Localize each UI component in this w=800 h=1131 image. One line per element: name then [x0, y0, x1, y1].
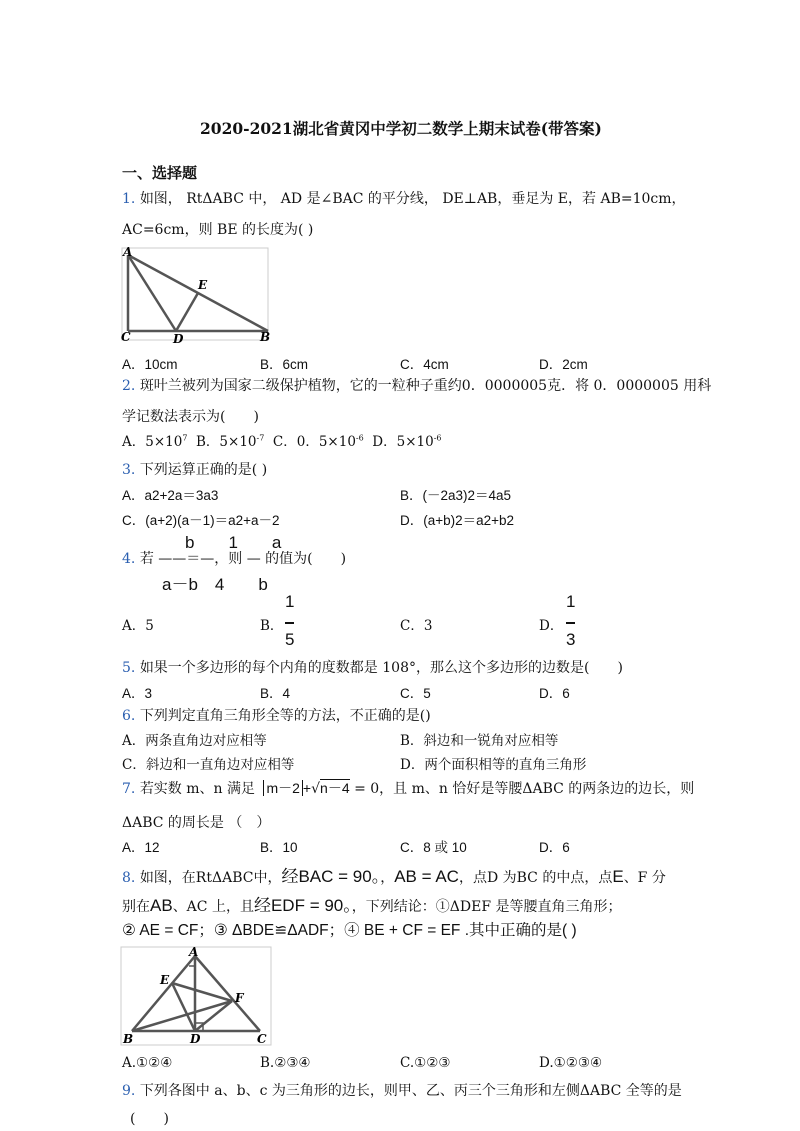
option-a[interactable] [122, 434, 187, 450]
option-d[interactable]: D．两个面积相等的直角三角形 [400, 757, 587, 773]
option-b[interactable]: B．斜边和一锐角对应相等 [400, 733, 559, 749]
question-number: 3. [122, 462, 136, 478]
option-a[interactable]: A．3 [122, 686, 153, 701]
label-f: F [235, 991, 244, 1005]
option-a[interactable]: A．a2+2a＝3a3 [122, 488, 219, 503]
question-text: 下列各图中 a、b、c 为三角形的边长，则甲、乙、丙三个三角形和左侧ΔABC 全等的是 [139, 1083, 682, 1099]
option-d-label[interactable]: D． [539, 618, 564, 634]
radicand: n－4 [320, 780, 350, 796]
question-text: 斑叶兰被列为国家二级保护植物，它的一粒种子重约0．0000005克．将 0．0000005 用科 [139, 378, 712, 394]
math-angle-edf: 经EDF = 90。 [253, 896, 352, 915]
option-c[interactable]: C．(a+2)(a－1)＝a2+a－2 [122, 513, 280, 528]
triangle-figure-8 [120, 946, 272, 1046]
math-angle-bac: 经BAC = 90。 [281, 867, 381, 886]
perpendicular-de [176, 293, 198, 331]
absolute-value: m－2 [263, 780, 302, 796]
option-a[interactable]: A.①②④ [122, 1055, 173, 1071]
option-d[interactable] [372, 434, 441, 450]
option-d[interactable]: D．2cm [539, 357, 588, 372]
option-d-numerator: 1 [566, 592, 576, 611]
option-b[interactable]: B．10 [260, 840, 298, 855]
label-b: B [123, 1032, 134, 1046]
segment-ef [172, 983, 232, 1001]
option-d-denominator: 3 [566, 630, 576, 649]
option-c[interactable]: C．5 [400, 686, 431, 701]
label-d: D [190, 1032, 201, 1046]
page-title: 2020-2021湖北省黄冈中学初二数学上期末试卷(带答案) [200, 119, 602, 138]
option-text: B．5×10 [196, 434, 257, 450]
exponent: -6 [355, 433, 364, 443]
comma: ， [380, 870, 395, 886]
question-text-continued: = 0，且 m、n 恰好是等腰ΔABC 的两条边的边长，则 [354, 781, 695, 797]
label-e: E [198, 278, 208, 292]
question-1 [122, 188, 686, 208]
option-c[interactable]: C．3 [400, 618, 433, 634]
fraction-bar [285, 622, 294, 624]
question-number: 1. [122, 191, 136, 207]
option-a[interactable]: A．两条直角边对应相等 [122, 733, 267, 749]
question-6 [122, 705, 431, 725]
segment-ed [172, 983, 195, 1031]
question-text: 、F 分 [623, 870, 666, 886]
option-text: C．0．5×10 [272, 434, 356, 450]
question-number: 5. [122, 660, 136, 676]
option-a[interactable]: A．12 [122, 840, 160, 855]
option-d[interactable]: D．(a+b)2＝a2+b2 [400, 513, 515, 528]
section-heading: 一、选择题 [122, 164, 198, 182]
question-8 [122, 862, 666, 887]
option-text: A．5×10 [122, 434, 183, 450]
question-text: 如图，在RtΔABC中， [139, 870, 282, 886]
option-b-denominator: 5 [285, 630, 295, 649]
option-a[interactable]: A．10cm [122, 357, 178, 372]
option-b[interactable]: B．4 [260, 686, 291, 701]
question-5 [122, 657, 623, 677]
option-b-label[interactable]: B． [260, 618, 284, 634]
option-d[interactable]: D．6 [539, 686, 570, 701]
question-text: 若 ——＝—，则 — 的值为( ) [139, 551, 347, 567]
question-number: 4. [122, 551, 136, 567]
option-text: D．5×10 [372, 434, 434, 450]
label-d: D [173, 332, 184, 346]
question-text: 下列运算正确的是( ) [139, 462, 268, 478]
option-c[interactable]: C．4cm [400, 357, 449, 372]
label-c: C [257, 1032, 267, 1046]
question-text: ，点D 为BC 的中点，点 [458, 870, 613, 886]
question-8-line-2 [122, 891, 621, 916]
option-c[interactable]: C.①②③ [400, 1055, 451, 1071]
question-9-line-2: ( ) [130, 1111, 169, 1127]
question-number: 6. [122, 708, 136, 724]
fraction-numerators: b 1 a [185, 533, 282, 552]
question-text: 如果一个多边形的每个内角的度数都是 108°，那么这个多边形的边数是( ) [139, 660, 623, 676]
question-number: 8. [122, 870, 136, 886]
exponent: -7 [256, 433, 265, 443]
question-text: 别在 [122, 899, 150, 915]
question-text: 若实数 m、n 满足 [139, 781, 256, 797]
question-7 [122, 778, 694, 798]
question-text: 、AC 上，且 [172, 899, 254, 915]
option-c[interactable]: C．斜边和一直角边对应相等 [122, 757, 295, 773]
question-text: 如图， RtΔABC 中， AD 是∠BAC 的平分线， DE⊥AB，垂足为 E，若 AB=10cm， [139, 191, 686, 207]
exponent: -6 [433, 433, 442, 443]
fraction-bar [566, 622, 575, 624]
question-4 [122, 548, 346, 568]
math-e: E [612, 867, 624, 886]
question-2-line-2: 学记数法表示为( ) [122, 409, 259, 425]
option-d[interactable]: D．6 [539, 840, 570, 855]
label-c: C [121, 330, 131, 344]
question-number: 9. [122, 1083, 136, 1099]
question-1-line-2: AC=6cm，则 BE 的长度为( ) [122, 222, 314, 238]
question-9 [122, 1080, 682, 1100]
option-b[interactable]: B．(－2a3)2＝4a5 [400, 488, 512, 503]
question-2-options [122, 430, 442, 450]
math-ab-eq-ac: AB = AC [394, 867, 459, 886]
math-ab: AB [150, 896, 173, 915]
option-b-numerator: 1 [285, 592, 295, 611]
label-e: E [160, 973, 170, 987]
sqrt-icon: √ [311, 781, 321, 797]
question-2 [122, 375, 711, 395]
option-b[interactable]: B.②③④ [260, 1055, 311, 1071]
option-c[interactable] [273, 434, 364, 450]
question-number: 2. [122, 378, 136, 394]
option-a[interactable]: A．5 [122, 618, 154, 634]
option-c[interactable]: C．8 或 10 [400, 840, 467, 855]
option-d[interactable]: D.①②③④ [539, 1055, 603, 1071]
question-text: 下列判定直角三角形全等的方法，不正确的是() [139, 708, 431, 724]
fraction-denominators: a－b 4 b [162, 575, 268, 594]
label-a: A [189, 946, 199, 959]
question-7-line-2: ΔABC 的周长是 （ ） [122, 815, 271, 831]
exponent: 7 [182, 433, 188, 443]
label-b: B [260, 330, 271, 344]
question-8-line-3: ② AE = CF；③ ΔBDE≌ΔADF；④ BE + CF = EF .其中正确的是( ) [122, 922, 577, 939]
question-3 [122, 459, 267, 479]
option-b[interactable] [196, 434, 264, 450]
label-a: A [123, 245, 133, 259]
bisector-ad [128, 255, 176, 331]
triangle-figure-1 [118, 245, 278, 350]
plus-sign: + [302, 780, 312, 796]
question-text: ，下列结论：①ΔDEF 是等腰直角三角形； [351, 899, 622, 915]
question-number: 7. [122, 781, 136, 797]
option-b[interactable]: B．6cm [260, 357, 309, 372]
side-ab [132, 956, 195, 1031]
